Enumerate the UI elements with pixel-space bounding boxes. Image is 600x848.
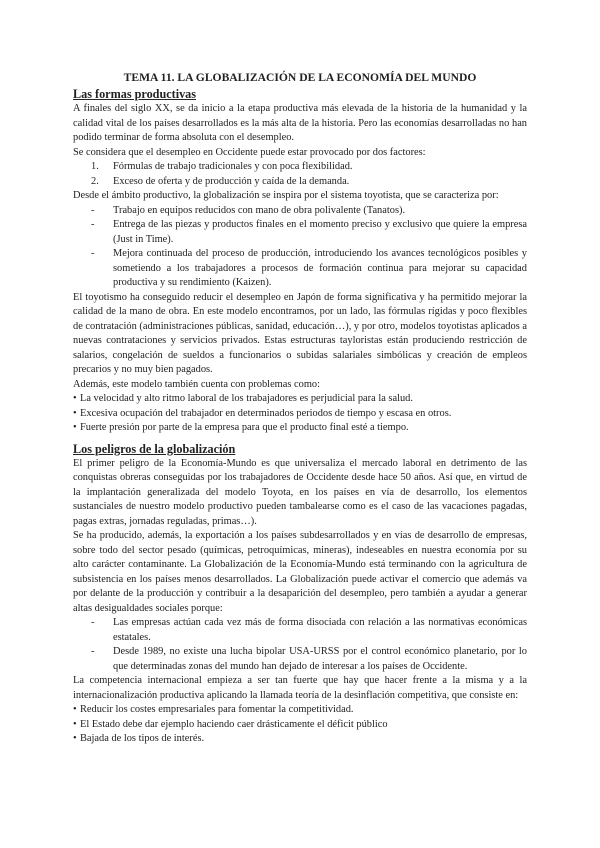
list-item bbox=[73, 407, 527, 422]
bullet-marker: • bbox=[73, 407, 77, 419]
list-item bbox=[73, 218, 527, 247]
list-item-text: Trabajo en equipos reducidos con mano de obra polivalente (Tanatos). bbox=[113, 204, 406, 216]
section-heading-peligros: Los peligros de la globalización bbox=[73, 441, 236, 456]
list-item bbox=[73, 392, 527, 407]
list-marker: 1. bbox=[91, 161, 99, 172]
bullet-marker: • bbox=[73, 718, 77, 730]
paragraph: Se considera que el desempleo en Occidente puede estar provocado por dos factores: bbox=[73, 146, 426, 158]
list-marker: 2. bbox=[91, 175, 99, 187]
list-item-text: Reducir los costes empresariales para fomentar la competitividad. bbox=[80, 704, 354, 715]
list-item bbox=[73, 175, 527, 190]
paragraph: La competencia internacional empieza a ser tan fuerte que hay que hacer frente a la misma y a la internacionalización productiva aplicando la llamada teoría de la desinflación competitiva, que consiste en: bbox=[73, 675, 527, 701]
bullet-marker: • bbox=[73, 393, 77, 404]
paragraph: A finales del siglo XX, se da inicio a la etapa productiva más elevada de la historia de la humanidad y la calidad vital de los países desarrollados es la más alta de la historia. Pero las economías desarrolladas no han podido terminar de forma absoluta con el desempleo. bbox=[73, 103, 527, 143]
list-item-text: El Estado debe dar ejemplo haciendo caer drásticamente el déficit público bbox=[80, 718, 388, 730]
paragraph: Se ha producido, además, la exportación a los países subdesarrollados y en vías de desarrollo de empresas, sobre todo del sector pesado (químicas, petroquímicas, mineras), indeseables en nuestra economía por su alto carácter contaminante. La Globalización de la Economía-Mundo está terminando con la agricultura de subsistencia en los países menos desarrollados. La Globalización puede activar el comercio que además va por delante de la producción y contribuir a la desaparición del desempleo, pero también a ayudar a generar altas desigualdades sociales porque: bbox=[73, 530, 527, 614]
list-item-text: Las empresas actúan cada vez más de forma disociada con relación a las normativas económicas estatales. bbox=[113, 617, 527, 643]
factors-list bbox=[73, 160, 527, 189]
list-item bbox=[73, 732, 527, 747]
paragraph: El toyotismo ha conseguido reducir el desempleo en Japón de forma significativa y ha permitido mejorar la calidad de la mano de obra. En este modelo encontramos, por un lado, las fórmulas rígidas y poco flexibles de contratación (administraciones públicas, sanidad, educación…), y por otro, modelos toyotistas aplicados a nuevas contrataciones y servicios privados. Estas estructuras tayloristas están produciendo restricción de salarios, congelación de sueldos a funcionarios o subidas salariales simbólicas y creación de empleos precarios y no muy bien pagados. bbox=[73, 291, 527, 375]
document-page bbox=[73, 70, 527, 747]
list-marker: - bbox=[91, 248, 95, 259]
measures-list bbox=[73, 703, 527, 747]
bullet-marker: • bbox=[73, 733, 77, 744]
list-item-text: La velocidad y alto ritmo laboral de los trabajadores es perjudicial para la salud. bbox=[80, 393, 413, 404]
section-heading-formas-productivas: Las formas productivas bbox=[73, 87, 197, 101]
paragraph: Desde el ámbito productivo, la globalización se inspira por el sistema toyotista, que se caracteriza por: bbox=[73, 190, 499, 201]
list-marker: - bbox=[91, 617, 95, 628]
list-item bbox=[73, 204, 527, 219]
list-item-text: Bajada de los tipos de interés. bbox=[80, 733, 205, 744]
list-item-text: Fuerte presión por parte de la empresa para que el producto final esté a tiempo. bbox=[80, 422, 409, 433]
list-item-text: Desde 1989, no existe una lucha bipolar USA-URSS por el control económico planetario, por lo que determinadas zonas del mundo han dejado de interesar a los países de Occidente. bbox=[113, 646, 527, 672]
list-item-text: Mejora continuada del proceso de producción, introduciendo los avances tecnológicos posibles y sometiendo a los trabajadores a procesos de formación continua para mejorar su capacidad productiva y su rendimiento (Kaizen). bbox=[113, 248, 527, 288]
list-item bbox=[73, 703, 527, 718]
reasons-list bbox=[73, 616, 527, 674]
list-item-text: Excesiva ocupación del trabajador en determinados periodos de tiempo y escasa en otros. bbox=[80, 407, 452, 419]
document-title: TEMA 11. LA GLOBALIZACIÓN DE LA ECONOMÍA DEL MUNDO bbox=[123, 71, 477, 84]
list-item bbox=[73, 616, 527, 645]
list-item bbox=[73, 421, 527, 436]
list-item bbox=[73, 718, 527, 733]
list-item-text: Entrega de las piezas y productos finales en el momento preciso y exclusivo que quiere la empresa (Just in Time). bbox=[113, 219, 527, 245]
paragraph: Además, este modelo también cuenta con problemas como: bbox=[73, 378, 320, 390]
list-item bbox=[73, 247, 527, 291]
list-item bbox=[73, 645, 527, 674]
toyotism-list bbox=[73, 204, 527, 291]
list-marker: - bbox=[91, 646, 95, 657]
problems-list bbox=[73, 392, 527, 436]
bullet-marker: • bbox=[73, 422, 77, 433]
list-marker: - bbox=[91, 219, 95, 230]
paragraph: El primer peligro de la Economía-Mundo es que universaliza el mercado laboral en detrimento de las conquistas obreras conseguidas por los trabajadores de Occidente desde hace 50 años. Así que, en virtud de la implantación generalizada del modelo Toyota, en los países en vía de desarrollo, los elementos sustanciales de nuestro modelo productivo pueden tambalearse como es el caso de las vacaciones pagadas, pagas extras, jornadas reguladas, primas…). bbox=[73, 457, 527, 527]
list-item-text: Exceso de oferta y de producción y caída de la demanda. bbox=[113, 175, 350, 187]
list-item-text: Fórmulas de trabajo tradicionales y con poca flexibilidad. bbox=[113, 161, 353, 172]
bullet-marker: • bbox=[73, 704, 77, 715]
list-marker: - bbox=[91, 204, 95, 216]
list-item bbox=[73, 160, 527, 175]
